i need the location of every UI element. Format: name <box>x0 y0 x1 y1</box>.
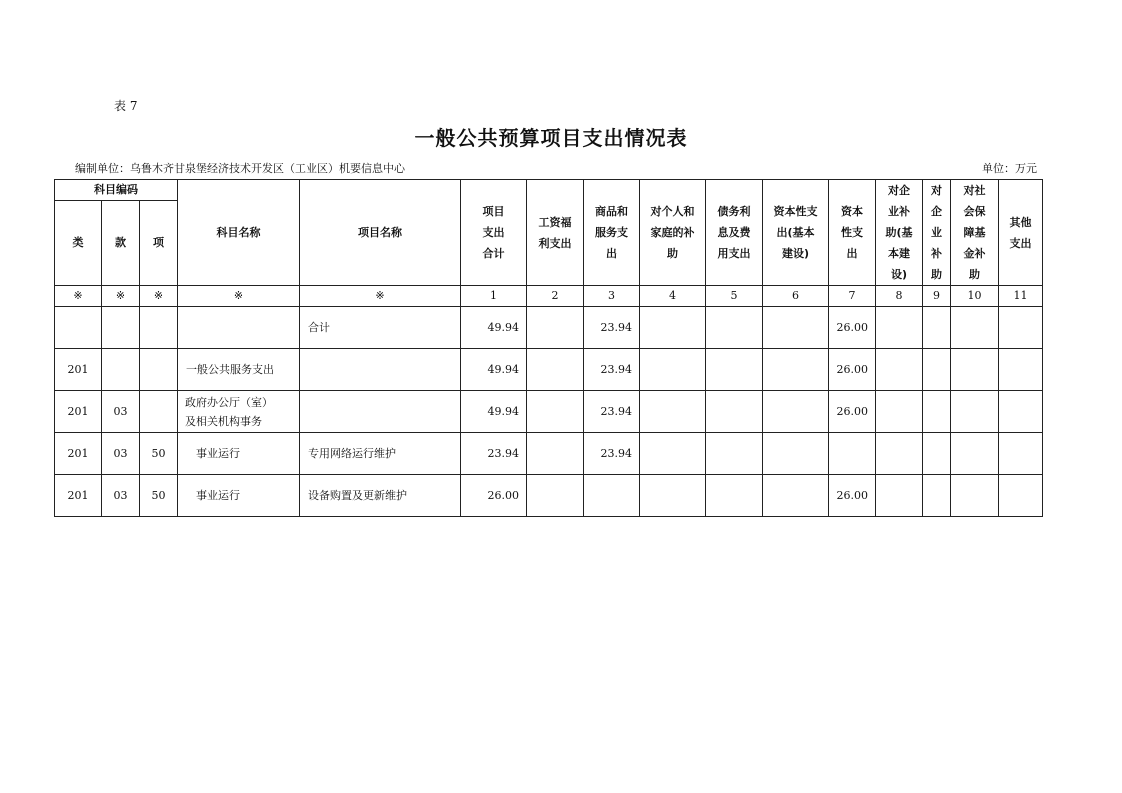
cell-lei: 201 <box>55 391 102 433</box>
cell-kuan: 03 <box>102 475 140 517</box>
header-lei: 类 <box>55 201 102 286</box>
index-cell: 8 <box>876 286 923 307</box>
cell-capital-basic <box>763 307 829 349</box>
cell-wages <box>527 349 584 391</box>
cell-lei: 201 <box>55 475 102 517</box>
cell-kuan <box>102 349 140 391</box>
cell-enterprise <box>923 433 951 475</box>
cell-enterprise-basic <box>876 475 923 517</box>
cell-goods: 23.94 <box>584 391 640 433</box>
index-cell: ※ <box>140 286 178 307</box>
cell-social <box>951 433 999 475</box>
cell-enterprise <box>923 307 951 349</box>
cell-total: 49.94 <box>461 349 527 391</box>
cell-enterprise <box>923 349 951 391</box>
column-index-row <box>55 286 1043 307</box>
cell-xiang: 50 <box>140 475 178 517</box>
index-cell: 3 <box>584 286 640 307</box>
cell-enterprise <box>923 475 951 517</box>
header-enterprise: 对 企 业 补 助 <box>923 180 951 286</box>
cell-capital-basic <box>763 475 829 517</box>
budget-table <box>54 179 1043 517</box>
cell-capital: 26.00 <box>829 475 876 517</box>
cell-capital: 26.00 <box>829 391 876 433</box>
cell-xiang <box>140 307 178 349</box>
index-cell: 6 <box>763 286 829 307</box>
cell-xiang <box>140 391 178 433</box>
cell-goods: 23.94 <box>584 349 640 391</box>
cell-enterprise-basic <box>876 307 923 349</box>
cell-social <box>951 391 999 433</box>
cell-enterprise <box>923 391 951 433</box>
cell-subject: 一般公共服务支出 <box>178 349 300 391</box>
index-cell: 4 <box>640 286 706 307</box>
compiling-unit: 编制单位：乌鲁木齐甘泉堡经济技术开发区（工业区）机要信息中心 <box>75 162 405 175</box>
cell-social <box>951 307 999 349</box>
cell-xiang: 50 <box>140 433 178 475</box>
header-social-security: 对社 会保 障基 金补 助 <box>951 180 999 286</box>
cell-social <box>951 475 999 517</box>
table-row <box>55 307 1043 349</box>
header-total: 项目 支出 合计 <box>461 180 527 286</box>
index-cell: 11 <box>999 286 1043 307</box>
cell-other <box>999 475 1043 517</box>
header-capital: 资本 性支 出 <box>829 180 876 286</box>
cell-enterprise-basic <box>876 349 923 391</box>
cell-debt <box>706 433 763 475</box>
cell-lei <box>55 307 102 349</box>
cell-other <box>999 307 1043 349</box>
cell-capital-basic <box>763 433 829 475</box>
cell-lei: 201 <box>55 433 102 475</box>
cell-wages <box>527 391 584 433</box>
header-enterprise-basic: 对企 业补 助(基 本建 设) <box>876 180 923 286</box>
cell-kuan: 03 <box>102 391 140 433</box>
header-individual-subsidy: 对个人和 家庭的补 助 <box>640 180 706 286</box>
cell-kuan: 03 <box>102 433 140 475</box>
cell-subject <box>178 307 300 349</box>
cell-total: 49.94 <box>461 391 527 433</box>
cell-social <box>951 349 999 391</box>
cell-other <box>999 391 1043 433</box>
table-row <box>55 433 1043 475</box>
cell-debt <box>706 307 763 349</box>
header-kuan: 款 <box>102 201 140 286</box>
cell-total: 49.94 <box>461 307 527 349</box>
cell-debt <box>706 475 763 517</box>
page-title: 一般公共预算项目支出情况表 <box>414 126 688 150</box>
cell-wages <box>527 433 584 475</box>
cell-subject: 政府办公厅（室） 及相关机构事务 <box>178 391 300 433</box>
cell-enterprise-basic <box>876 391 923 433</box>
index-cell: 9 <box>923 286 951 307</box>
index-cell: 5 <box>706 286 763 307</box>
cell-subject: 事业运行 <box>178 475 300 517</box>
cell-total: 26.00 <box>461 475 527 517</box>
index-cell: ※ <box>102 286 140 307</box>
cell-goods: 23.94 <box>584 433 640 475</box>
cell-capital-basic <box>763 391 829 433</box>
cell-lei: 201 <box>55 349 102 391</box>
cell-capital: 26.00 <box>829 349 876 391</box>
cell-project: 设备购置及更新维护 <box>300 475 461 517</box>
cell-enterprise-basic <box>876 433 923 475</box>
header-other: 其他 支出 <box>999 180 1043 286</box>
header-capital-basic: 资本性支 出(基本 建设) <box>763 180 829 286</box>
currency-unit: 单位：万元 <box>982 162 1037 175</box>
index-cell: 7 <box>829 286 876 307</box>
cell-other <box>999 433 1043 475</box>
cell-wages <box>527 307 584 349</box>
header-subject-code: 科目编码 <box>55 180 178 201</box>
cell-capital <box>829 433 876 475</box>
cell-xiang <box>140 349 178 391</box>
index-cell: 2 <box>527 286 584 307</box>
table-row <box>55 391 1043 433</box>
cell-subject: 事业运行 <box>178 433 300 475</box>
cell-individual <box>640 433 706 475</box>
index-cell: ※ <box>300 286 461 307</box>
header-xiang: 项 <box>140 201 178 286</box>
cell-goods <box>584 475 640 517</box>
table-number-label: 表 7 <box>114 99 138 113</box>
cell-debt <box>706 391 763 433</box>
cell-total: 23.94 <box>461 433 527 475</box>
cell-kuan <box>102 307 140 349</box>
table-row <box>55 475 1043 517</box>
header-debt-interest: 债务利 息及费 用支出 <box>706 180 763 286</box>
cell-capital: 26.00 <box>829 307 876 349</box>
cell-wages <box>527 475 584 517</box>
cell-other <box>999 349 1043 391</box>
cell-individual <box>640 307 706 349</box>
cell-goods: 23.94 <box>584 307 640 349</box>
cell-project <box>300 349 461 391</box>
index-cell: 10 <box>951 286 999 307</box>
cell-debt <box>706 349 763 391</box>
header-wages: 工资福 利支出 <box>527 180 584 286</box>
header-project-name: 项目名称 <box>300 180 461 286</box>
cell-individual <box>640 349 706 391</box>
index-cell: ※ <box>178 286 300 307</box>
table-row <box>55 349 1043 391</box>
index-cell: 1 <box>461 286 527 307</box>
cell-individual <box>640 391 706 433</box>
header-subject-name: 科目名称 <box>178 180 300 286</box>
cell-capital-basic <box>763 349 829 391</box>
cell-individual <box>640 475 706 517</box>
index-cell: ※ <box>55 286 102 307</box>
cell-project: 合计 <box>300 307 461 349</box>
cell-project: 专用网络运行维护 <box>300 433 461 475</box>
cell-project <box>300 391 461 433</box>
header-goods-services: 商品和 服务支 出 <box>584 180 640 286</box>
